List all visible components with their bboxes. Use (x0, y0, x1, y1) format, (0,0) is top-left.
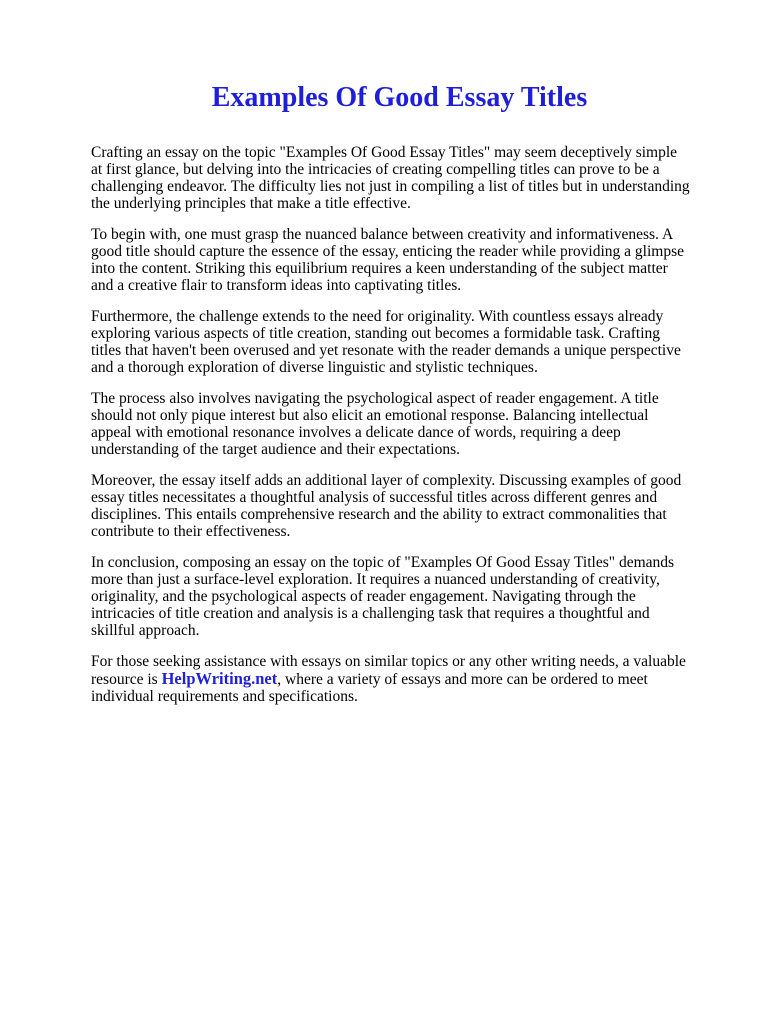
paragraph-complexity: Moreover, the essay itself adds an additional layer of complexity. Discussing examples of good essay titles necessitates a thoughtful analysis of successful titles across different genres and disciplines. This entails comprehensive research and the ability to extract commonalities that contribute to their effectiveness. (91, 472, 682, 540)
document-title: Examples Of Good Essay Titles (211, 82, 588, 113)
closing-text-before-link: For those seeking assistance with essays on similar topics or any other writing needs, a valuable resource is (91, 653, 686, 688)
closing-text-after-link: , where a variety of essays and more can be ordered to meet individual requirements and specifications. (91, 671, 648, 705)
paragraph-psychology: The process also involves navigating the psychological aspect of reader engagement. A title should not only pique interest but also elicit an emotional response. Balancing intellectual appeal with emotional resonance involves a delicate dance of words, requiring a deep understanding of the target audience and their expectations. (91, 390, 659, 458)
document-body (91, 144, 692, 705)
paragraph-conclusion: In conclusion, composing an essay on the topic of "Examples Of Good Essay Titles" demands more than just a surface-level exploration. It requires a nuanced understanding of creativity, originality, and the psychological aspects of reader engagement. Navigating through the intricacies of title creation and analysis is a challenging task that requires a thoughtful and skillful approach. (91, 554, 675, 639)
paragraph-originality: Furthermore, the challenge extends to the need for originality. With countless essays already exploring various aspects of title creation, standing out becomes a formidable task. Crafting titles that haven't been overused and yet resonate with the reader demands a unique perspective and a thorough exploration of diverse linguistic and stylistic techniques. (91, 308, 681, 376)
paragraph-intro: Crafting an essay on the topic "Examples Of Good Essay Titles" may seem deceptively simple at first glance, but delving into the intricacies of creating compelling titles can prove to be a challenging endeavor. The difficulty lies not just in compiling a list of titles but in understanding the underlying principles that make a title effective. (91, 144, 690, 212)
helpwriting-link[interactable]: HelpWriting.net (161, 669, 278, 688)
paragraph-closing (91, 653, 692, 705)
paragraph-balance: To begin with, one must grasp the nuanced balance between creativity and informativeness. A good title should capture the essence of the essay, enticing the reader while providing a glimpse into the content. Striking this equilibrium requires a keen understanding of the subject matter and a creative flair to transform ideas into captivating titles. (91, 226, 684, 294)
